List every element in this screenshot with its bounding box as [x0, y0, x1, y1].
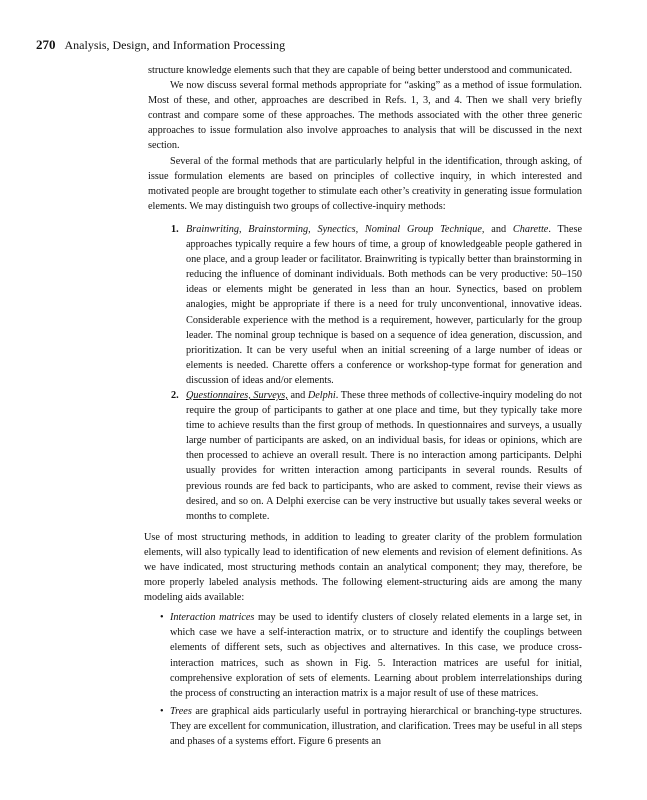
paragraph-structuring-methods: Use of most structuring methods, in addition to leading to greater clarity of the problem formulation elements, will also typically lead to identification of new elements and revision of element definitions. As we have indicated, most structuring methods contain an analytical component; they may, therefore, be more properly labeled analysis methods. The following element-structuring aids are among the many modeling aids available:: [144, 531, 582, 604]
paragraph-collective-inquiry: Several of the formal methods that are particularly helpful in the identification, through asking, of issue formulation elements are based on principles of collective inquiry, in which interested and motivated people are brought together to stimulate each other’s creativity in generating issue formulation elements. We may distinguish two groups of collective-inquiry methods:: [148, 155, 582, 212]
item-title-last: Charette: [512, 223, 549, 235]
item-title-last: Delphi: [307, 389, 336, 401]
item-text: . These approaches typically require a few hours of time, a group of knowledgeable people gathered in one place, and a group leader or facilitator. Brainwriting is typically better than brainstorming in reducing the influence of dominant individuals. Both methods can be very productive: 50–150 ideas or elements might be generated in less than an hour. Synectics, based on problem analogies, might be appropriate if there is a need for truly unconventional, innovative ideas. Considerable experience with the method is a requirement, however, particularly for the group leader. The nominal group technique is based on a sequence of idea generation, discussion, and prioritization. It can be very useful when an initial screening of a large number of ideas or elements is needed. Charette offers a conference or workshop-type format for generation and discussion of ideas and/or elements.: [186, 223, 582, 386]
bullet-term: Interaction matrices: [170, 612, 255, 624]
paragraph-continued: structure knowledge elements such that they are capable of being better understood and communicated.: [148, 65, 573, 76]
bullet-item-trees: [160, 704, 582, 749]
numbered-item-questionnaires: [171, 388, 582, 524]
item-conjunction: and: [287, 389, 308, 401]
running-header: [36, 37, 285, 53]
item-number: 2.: [171, 389, 179, 401]
bullet-text: may be used to identify clusters of closely related elements in a large set, in which case we have a self-interaction matrix, or to structure and identify the couplings between elements of different sets, such as objectives and alternatives. In this case, we produce cross-interaction matrices, such as shown in Fig. 5. Interaction matrices are useful for initial, comprehensive exploration of sets of elements. Learning about problem interrelationships during the process of constructing an interaction matrix is a major result of use of these matrices.: [170, 612, 582, 699]
bullet-item-interaction-matrices: [160, 610, 582, 701]
paragraph-asking-methods: We now discuss several formal methods appropriate for “asking” as a method of issue formulation. Most of these, and other, approaches are described in Refs. 1, 3, and 4. Then we shall very briefly contrast and compare some of these approaches. The methods associated with the other three generic approaches to issue formulation also involve approaches to analysis that will be discussed in the next section.: [148, 80, 582, 152]
body-text: [144, 63, 582, 752]
item-text: . These three methods of collective-inquiry modeling do not require the group of participants to gather at one place and time, but they typically take more time to achieve results than the first group of methods. In questionnaires and surveys, a usually large number of participants are asked, on an individual basis, for ideas or opinions, which are then processed to achieve an overall result. There is no interaction among participants. Delphi usually provides for written interaction among participants in several rounds. Results of previous rounds are fed back to participants, who are asked to comment, revise their views as desired, and so on. A Delphi exercise can be very instructive but usually takes several weeks or months to complete.: [186, 389, 582, 522]
item-number: 1.: [171, 223, 179, 235]
numbered-list: [148, 222, 582, 524]
page-number: 270: [36, 37, 56, 52]
numbered-item-brainwriting: [171, 222, 582, 388]
running-title: Analysis, Design, and Information Processing: [64, 38, 286, 52]
bullet-list: [148, 610, 582, 749]
item-title: Questionnaires, Surveys,: [186, 389, 288, 401]
bullet-icon: •: [160, 705, 164, 717]
item-conjunction: and: [484, 223, 513, 235]
bullet-icon: •: [160, 612, 164, 624]
bullet-term: Trees: [170, 705, 192, 717]
bullet-text: are graphical aids particularly useful in portraying hierarchical or branching-type structures. They are excellent for communication, illustration, and clarification. Trees may be useful in all steps and phases of a systems effort. Figure 6 presents an: [170, 705, 582, 748]
item-title: Brainwriting, Brainstorming, Synectics, Nominal Group Technique,: [186, 223, 485, 235]
